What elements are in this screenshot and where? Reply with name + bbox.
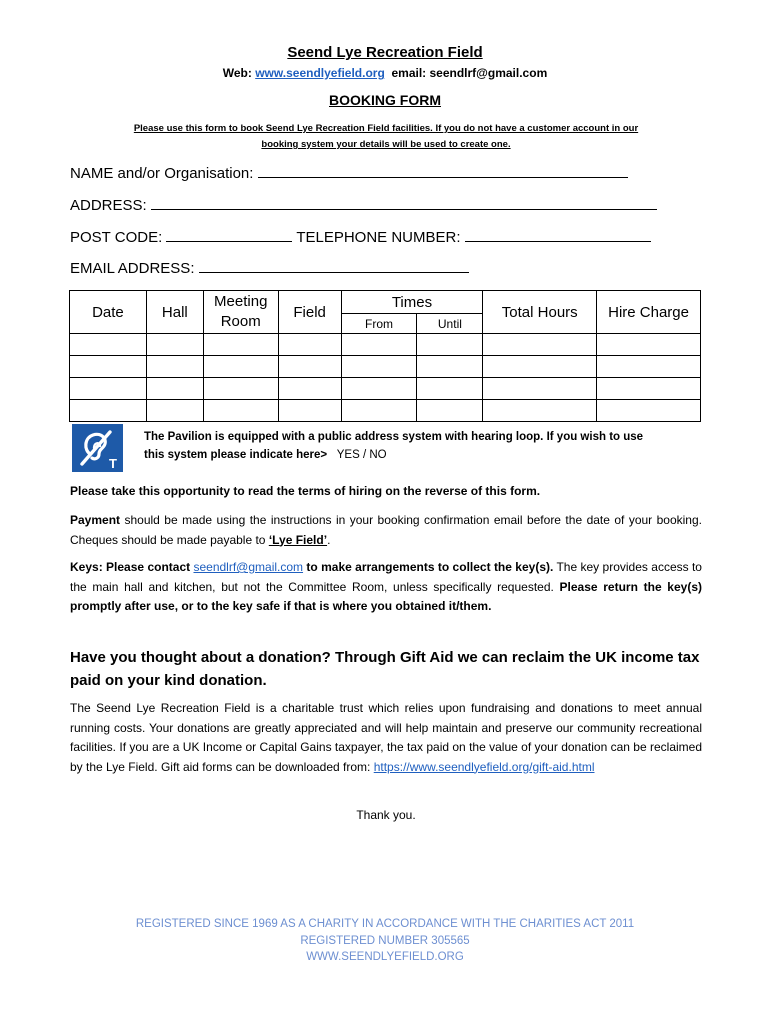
terms-notice: Please take this opportunity to read the terms of hiring on the reverse of this form. <box>70 484 541 498</box>
keys-email-link[interactable]: seendlrf@gmail.com <box>193 560 304 574</box>
header-hall: Hall <box>146 291 203 334</box>
keys-collect: to make arrangements to collect the key(s). <box>303 560 554 574</box>
pavilion-line-1: The Pavilion is equipped with a public address system with hearing loop. If you wish to use <box>144 431 644 443</box>
header-meeting-room <box>203 291 278 334</box>
postcode-label: POST CODE: <box>70 229 163 246</box>
table-cell[interactable] <box>483 378 597 400</box>
footer <box>0 916 770 966</box>
table-cell[interactable] <box>146 378 203 400</box>
table-cell[interactable] <box>70 378 147 400</box>
pavilion-indicate: this system please indicate here> <box>144 449 328 461</box>
hearing-loop-icon <box>72 424 123 472</box>
form-title: BOOKING FORM <box>329 92 441 108</box>
header-meeting-line2: Room <box>220 313 261 330</box>
document-title: Seend Lye Recreation Field <box>287 44 483 61</box>
table-cell[interactable] <box>203 400 278 422</box>
payment-end: . <box>327 532 331 547</box>
table-cell[interactable] <box>597 334 701 356</box>
footer-line-1: REGISTERED SINCE 1969 AS A CHARITY IN ACCORDANCE WITH THE CHARITIES ACT 2011 <box>135 918 635 930</box>
table-cell[interactable] <box>278 334 341 356</box>
telephone-label: TELEPHONE NUMBER: <box>296 229 461 246</box>
address-field-row <box>70 196 657 214</box>
table-row <box>70 356 701 378</box>
intro-text <box>80 121 692 153</box>
donation-paragraph <box>70 699 702 777</box>
table-cell[interactable] <box>70 400 147 422</box>
table-cell[interactable] <box>597 400 701 422</box>
table-cell[interactable] <box>70 356 147 378</box>
keys-paragraph <box>70 558 702 617</box>
intro-line-1: Please use this form to book Seend Lye Recreation Field facilities. If you do not have a customer account in our <box>133 123 639 134</box>
table-cell[interactable] <box>278 356 341 378</box>
contact-email: seendlrf@gmail.com <box>429 66 548 80</box>
header-field: Field <box>278 291 341 334</box>
contact-line <box>0 66 770 80</box>
email-label: email: <box>391 66 427 80</box>
name-label: NAME and/or Organisation: <box>70 165 254 182</box>
gift-aid-link[interactable]: https://www.seendlyefield.org/gift-aid.html <box>373 759 595 774</box>
table-cell[interactable] <box>278 378 341 400</box>
table-cell[interactable] <box>203 334 278 356</box>
table-cell[interactable] <box>70 334 147 356</box>
pavilion-notice <box>144 428 714 464</box>
table-row <box>70 400 701 422</box>
name-field-row <box>70 164 628 182</box>
table-cell[interactable] <box>597 356 701 378</box>
thank-you: Thank you. <box>356 808 416 822</box>
footer-line-3: WWW.SEENDLYEFIELD.ORG <box>306 951 464 963</box>
yes-no-choice[interactable]: YES / NO <box>336 449 387 461</box>
pavilion-line-2 <box>144 446 714 464</box>
table-cell[interactable] <box>146 334 203 356</box>
website-link[interactable]: www.seendlyefield.org <box>255 66 385 80</box>
table-cell[interactable] <box>146 356 203 378</box>
payee-name: ‘Lye Field’ <box>268 532 328 547</box>
intro-line-2: booking system your details will be used to create one. <box>261 139 511 150</box>
header-until: Until <box>417 314 483 334</box>
hearing-loop-icon-graphic <box>72 424 123 472</box>
table-cell[interactable] <box>417 378 483 400</box>
postcode-blank[interactable] <box>166 228 292 242</box>
header-from: From <box>341 314 417 334</box>
address-blank[interactable] <box>151 196 657 210</box>
header-meeting-line1: Meeting <box>214 293 268 310</box>
table-cell[interactable] <box>341 334 417 356</box>
table-cell[interactable] <box>203 356 278 378</box>
table-cell[interactable] <box>483 356 597 378</box>
keys-lead: Keys: Please contact <box>70 560 194 574</box>
table-cell[interactable] <box>146 400 203 422</box>
footer-line-2: REGISTERED NUMBER 305565 <box>300 934 470 947</box>
email-blank[interactable] <box>199 259 469 273</box>
table-cell[interactable] <box>483 400 597 422</box>
donation-heading: Have you thought about a donation? Through Gift Aid we can reclaim the UK income tax paid on your kind donation. <box>70 649 700 689</box>
keys-text: The key provides access to the main hall and kitchen, but not the Committee Room, unless specifically requested. <box>70 560 702 594</box>
payment-paragraph <box>70 511 702 550</box>
table-cell[interactable] <box>417 356 483 378</box>
table-cell[interactable] <box>278 400 341 422</box>
table-cell[interactable] <box>341 400 417 422</box>
table-row <box>70 378 701 400</box>
keys-return: Please return the key(s) promptly after use, or to the key safe if that is where you obtained it/them. <box>70 579 702 613</box>
payment-text: should be made using the instructions in your booking confirmation email before the date of your booking. Cheques should be made payable to <box>70 513 702 547</box>
table-cell[interactable] <box>203 378 278 400</box>
header-hire-charge: Hire Charge <box>597 291 701 334</box>
address-label: ADDRESS: <box>70 197 147 214</box>
donation-body: The Seend Lye Recreation Field is a charitable trust which relies upon fundraising and donations to meet annual running costs. Your donations are greatly appreciated and will help maintain and preserve our community recreational facilities. If you are a UK Income or Capital Gains taxpayer, the tax paid on the value of your donation can be reclaimed by the Lye Field. Gift aid forms can be downloaded from: <box>70 701 702 774</box>
email-field-row <box>70 259 469 277</box>
table-cell[interactable] <box>483 334 597 356</box>
email-address-label: EMAIL ADDRESS: <box>70 260 195 277</box>
payment-label: Payment <box>70 513 121 527</box>
postcode-telephone-row <box>70 228 651 246</box>
table-cell[interactable] <box>341 356 417 378</box>
table-cell[interactable] <box>341 378 417 400</box>
header-total-hours: Total Hours <box>483 291 597 334</box>
table-cell[interactable] <box>597 378 701 400</box>
web-label: Web: <box>222 66 252 80</box>
svg-text:T: T <box>109 456 117 471</box>
header-date: Date <box>70 291 147 334</box>
booking-table <box>69 290 701 422</box>
name-blank[interactable] <box>258 164 628 178</box>
table-cell[interactable] <box>417 334 483 356</box>
telephone-blank[interactable] <box>465 228 651 242</box>
header-times: Times <box>341 291 483 314</box>
table-row <box>70 334 701 356</box>
table-cell[interactable] <box>417 400 483 422</box>
